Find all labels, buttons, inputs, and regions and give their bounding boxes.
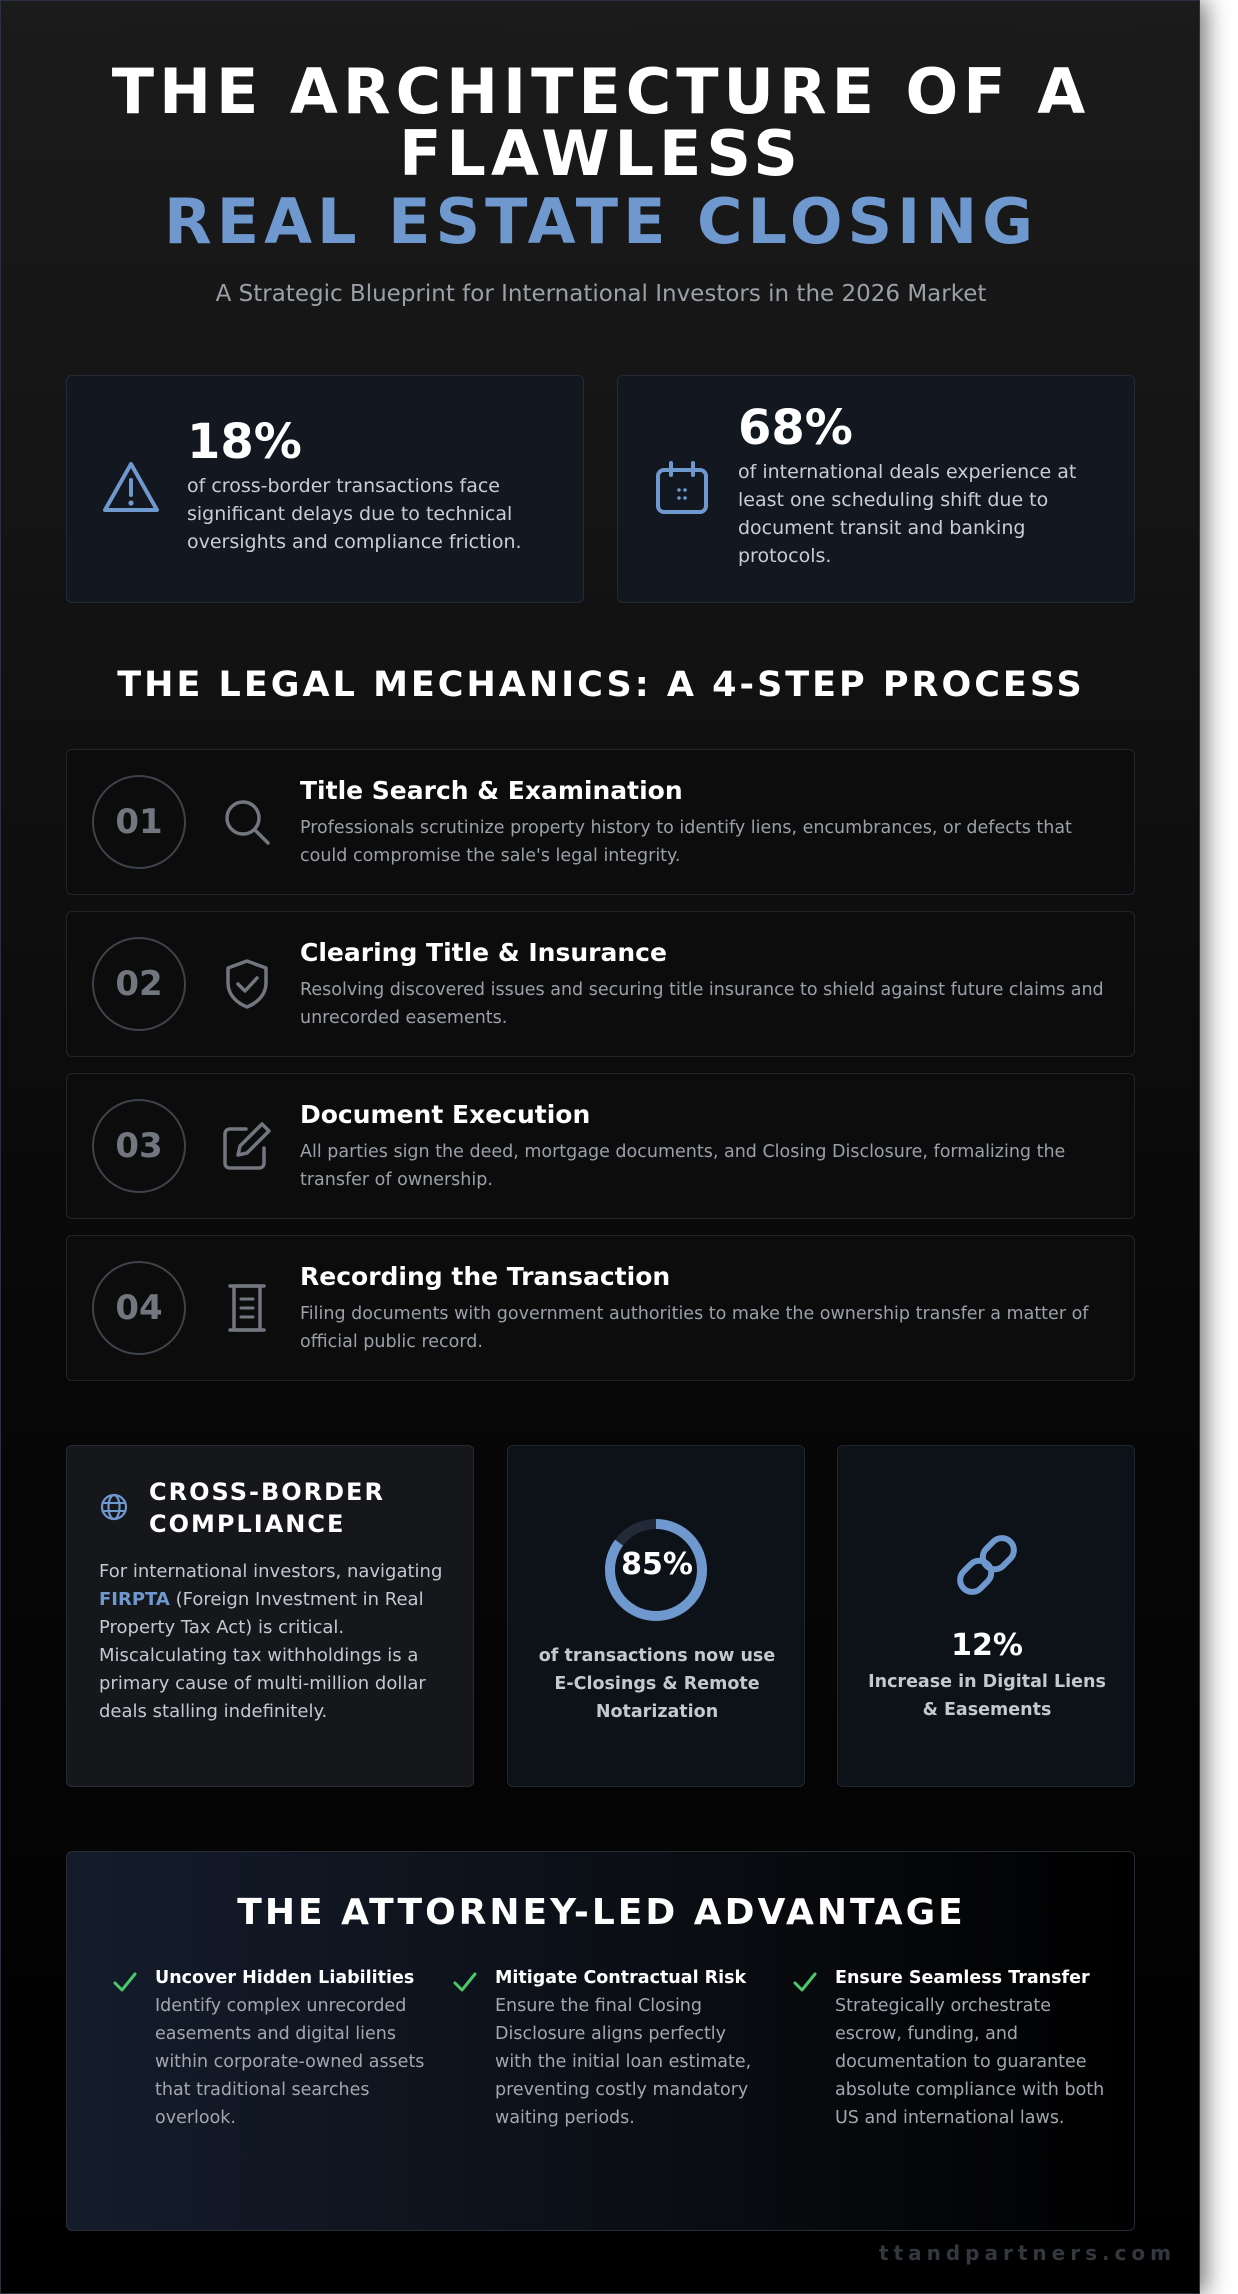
compliance-card (66, 1445, 474, 1787)
step-number: 01 (92, 775, 186, 869)
stat-value: 18% (187, 414, 302, 470)
step-description: Professionals scrutinize property history to identify liens, encumbrances, or defects that could compromise the sale's legal integrity. (300, 818, 1072, 866)
advantage-item-title: Uncover Hidden Liabilities (155, 1968, 415, 1988)
stat-card-scheduling (617, 375, 1135, 603)
step-number: 02 (92, 937, 186, 1031)
metric-description: Increase in Digital Liens & Easements (868, 1672, 1106, 1720)
warning-triangle-icon (101, 458, 161, 518)
stat-value: 68% (738, 400, 853, 456)
compliance-body (99, 1558, 449, 1726)
advantage-item-heading (835, 1964, 1105, 2132)
checkmark-icon (111, 1968, 139, 1996)
step-title: Recording the Transaction (300, 1262, 671, 1291)
checkmark-icon (791, 1968, 819, 1996)
hero-title-line-3: REAL ESTATE CLOSING (163, 185, 1039, 258)
step-number: 04 (92, 1261, 186, 1355)
step-title: Title Search & Examination (300, 776, 683, 805)
stat-card-delays (66, 375, 584, 603)
step-title: Document Execution (300, 1100, 591, 1129)
process-step-1 (66, 749, 1135, 895)
document-icon (220, 1281, 274, 1335)
advantage-item-text: Ensure the final Closing Disclosure aligns perfectly with the initial loan estimate, preventing costly mandatory waiting periods. (495, 1996, 752, 2128)
compliance-title: CROSS-BORDER COMPLIANCE (149, 1478, 385, 1538)
advantage-item-title: Ensure Seamless Transfer (835, 1968, 1090, 1988)
process-section-title: THE LEGAL MECHANICS: A 4-STEP PROCESS (117, 665, 1085, 705)
advantage-item-text: Strategically orchestrate escrow, funding, and documentation to guarantee absolute compliance with both US and international laws. (835, 1996, 1105, 2128)
process-step-4 (66, 1235, 1135, 1381)
metric-description: of transactions now use E-Closings & Remote Notarization (538, 1646, 776, 1722)
stat-text: of cross-border transactions face significant delays due to technical oversights and compliance friction. (187, 475, 522, 553)
process-step-3 (66, 1073, 1135, 1219)
globe-icon (99, 1492, 129, 1522)
hero-title-line-1: THE ARCHITECTURE OF A (111, 55, 1091, 128)
checkmark-icon (451, 1968, 479, 1996)
step-description: Resolving discovered issues and securing title insurance to shield against future claims and unrecorded easements. (300, 980, 1104, 1028)
link-icon (948, 1526, 1026, 1604)
metric-value: 85% (621, 1547, 693, 1582)
step-description: All parties sign the deed, mortgage documents, and Closing Disclosure, formalizing the transfer of ownership. (300, 1142, 1066, 1190)
advantage-item-heading (495, 1964, 765, 2132)
step-title: Clearing Title & Insurance (300, 938, 667, 967)
pen-icon (220, 1119, 274, 1173)
hero-subtitle: A Strategic Blueprint for International Investors in the 2026 Market (215, 281, 987, 307)
metric-card-digital-liens (837, 1445, 1135, 1787)
shield-check-icon (220, 957, 274, 1011)
advantage-item-heading (155, 1964, 425, 2132)
advantage-item-text: Identify complex unrecorded easements and digital liens within corporate-owned assets that traditional searches overlook. (155, 1996, 425, 2128)
footer-brand: ttandpartners.com (879, 2241, 1177, 2265)
magnifier-icon (220, 795, 274, 849)
step-number: 03 (92, 1099, 186, 1193)
advantage-item-title: Mitigate Contractual Risk (495, 1968, 747, 1988)
compliance-body-intro: For international investors, navigating (99, 1561, 443, 1582)
compliance-body-rest: (Foreign Investment in Real Property Tax Act) is critical. Miscalculating tax withholdings is a primary cause of multi-million dollar deals stalling indefinitely. (99, 1589, 426, 1722)
firpta-highlight: FIRPTA (99, 1589, 170, 1610)
advantage-title: THE ATTORNEY-LED ADVANTAGE (237, 1892, 966, 1933)
advantage-card (66, 1851, 1135, 2231)
hero-title-line-2: FLAWLESS (399, 117, 803, 190)
calendar-icon (652, 458, 712, 518)
stat-text: of international deals experience at least one scheduling shift due to document transit and banking protocols. (738, 461, 1077, 567)
metric-card-eclosings (507, 1445, 805, 1787)
step-description: Filing documents with government authorities to make the ownership transfer a matter of official public record. (300, 1304, 1089, 1352)
process-step-2 (66, 911, 1135, 1057)
metric-value: 12% (951, 1628, 1023, 1663)
